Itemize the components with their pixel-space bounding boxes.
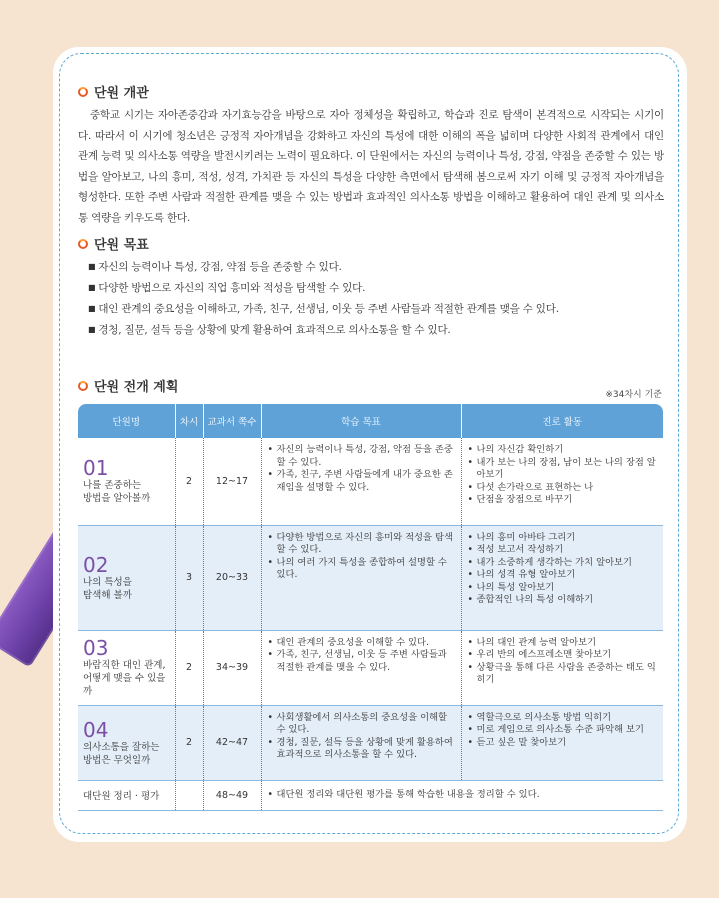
table-row <box>78 438 663 525</box>
goal-item: ■ 대인 관계의 중요성을 이해하고, 가족, 친구, 선생님, 이웃 등 주변 사람들과 적절한 관계를 맺을 수 있다. <box>88 299 559 320</box>
list-item: • 미로 게임으로 의사소통 수준 파악해 보기 <box>467 724 659 737</box>
goals-bullets <box>267 532 456 582</box>
list-item: • 가족, 친구, 선생님, 이웃 등 주변 사람들과 적절한 관계를 맺을 수 있다. <box>267 649 456 674</box>
plan-basis-note: ※34차시 기준 <box>605 390 662 400</box>
unit-cell <box>78 525 175 630</box>
header-goals: 학습 목표 <box>261 404 461 438</box>
unit-number: 04 <box>83 717 109 742</box>
list-item: • 상황극을 통해 다른 사람을 존중하는 태도 익히기 <box>467 662 659 687</box>
hours-cell: 2 <box>175 705 203 780</box>
pages-cell: 20~33 <box>203 525 261 630</box>
goal-item: ■ 자신의 능력이나 특성, 강점, 약점 등을 존중할 수 있다. <box>88 257 559 278</box>
list-item: • 나의 대인 관계 능력 알아보기 <box>467 637 659 650</box>
list-item: • 나의 여러 가지 특성을 종합하여 설명할 수 있다. <box>267 557 456 582</box>
unit-name: 나의 특성을 탐색해 볼까 <box>83 576 132 601</box>
table-row <box>78 705 663 780</box>
activities-cell <box>461 525 663 630</box>
list-item: • 가족, 친구, 주변 사람들에게 내가 중요한 존재임을 설명할 수 있다. <box>267 469 456 494</box>
hours-cell: 2 <box>175 630 203 705</box>
activities-bullets <box>467 712 659 750</box>
pages-cell: 12~17 <box>203 438 261 525</box>
unit-name: 나를 존중하는 방법을 알아볼까 <box>83 480 151 505</box>
header-hours: 차시 <box>175 404 203 438</box>
list-item: • 다양한 방법으로 자신의 흥미와 적성을 탐색할 수 있다. <box>267 532 456 557</box>
list-item: • 단점을 장점으로 바꾸기 <box>467 494 659 507</box>
table-row <box>78 630 663 705</box>
list-item: • 경청, 질문, 설득 등을 상황에 맞게 활용하여 효과적으로 의사소통을 할 수 있다. <box>267 737 456 762</box>
list-item: • 나의 흥미 아바타 그리기 <box>467 532 659 545</box>
circle-bullet-icon <box>78 381 88 391</box>
list-item: • 듣고 싶은 말 찾아보기 <box>467 737 659 750</box>
pages-cell: 34~39 <box>203 630 261 705</box>
goal-item: ■ 경청, 질문, 설득 등을 상황에 맞게 활용하여 효과적으로 의사소통을 할 수 있다. <box>88 320 559 341</box>
goals-bullets <box>267 637 456 675</box>
summary-pages: 48~49 <box>203 780 261 810</box>
summary-goal <box>261 780 663 810</box>
unit-name: 바람직한 대인 관계, 어떻게 맺을 수 있을까 <box>83 660 166 697</box>
list-item: • 내가 보는 나의 장점, 남이 보는 나의 장점 알아보기 <box>467 457 659 482</box>
unit-cell <box>78 705 175 780</box>
list-item: • 나의 자신감 확인하기 <box>467 444 659 457</box>
activities-cell <box>461 630 663 705</box>
header-activities: 진로 활동 <box>461 404 663 438</box>
activities-bullets <box>467 532 659 607</box>
list-item: • 적성 보고서 작성하기 <box>467 544 659 557</box>
table-row <box>78 525 663 630</box>
circle-bullet-icon <box>78 87 88 97</box>
activities-bullets <box>467 444 659 507</box>
list-item: • 우리 반의 에스프레소맨 찾아보기 <box>467 649 659 662</box>
table-header-row <box>78 404 663 438</box>
hours-cell: 2 <box>175 438 203 525</box>
unit-name: 의사소통을 잘하는 방법은 무엇일까 <box>83 741 160 766</box>
summary-name: 대단원 정리 · 평가 <box>78 780 175 810</box>
unit-number: 01 <box>83 456 109 481</box>
header-unit: 단원명 <box>78 404 175 438</box>
list-item: • 나의 성격 유형 알아보기 <box>467 569 659 582</box>
overview-text: 중학교 시기는 자아존중감과 자기효능감을 바탕으로 자아 정체성을 확립하고, 학습과 진로 탐색이 본격적으로 시작되는 시기이다. 따라서 이 시기에 청소년은 긍정적 자아개념을 강화하고 자신의 특성에 대한 이해의 폭을 넓히며 다양한 사회적 관계에서 대인 관계 능력 및 의사소통 역량을 발전시키려는 노력이 필요하다. 이 단원에서는 자신의 능력이나 특성, 강점, 약점을 존중할 수 있는 방법을 알아보고, 나의 흥미, 적성, 성격, 가치관 등 자신의 특성을 다양한 측면에서 탐색해 봄으로써 자기 이해 및 긍정적 자아개념을 형성한다. 또한 주변 사람과 적절한 관계를 맺을 수 있는 방법과 효과적인 의사소통 방법을 이해하고 활용하여 대인 관계 및 의사소통 역량을 키우도록 한다. <box>78 109 664 224</box>
unit-cell <box>78 630 175 705</box>
list-item: • 나의 특성 알아보기 <box>467 582 659 595</box>
header-pages: 교과서 쪽수 <box>203 404 261 438</box>
summary-bullets <box>267 789 659 802</box>
goals-bullets <box>267 444 456 494</box>
unit-number: 03 <box>83 636 109 660</box>
hours-cell: 3 <box>175 525 203 630</box>
goals-cell <box>261 630 461 705</box>
goals-list <box>88 257 559 341</box>
list-item: • 내가 소중하게 생각하는 가치 알아보기 <box>467 557 659 570</box>
goals-bullets <box>267 712 456 762</box>
summary-row <box>78 780 663 810</box>
activities-cell <box>461 438 663 525</box>
pages-cell: 42~47 <box>203 705 261 780</box>
list-item: • 대단원 정리와 대단원 평가를 통해 학습한 내용을 정리할 수 있다. <box>267 789 659 802</box>
goal-item: ■ 다양한 방법으로 자신의 직업 흥미와 적성을 탐색할 수 있다. <box>88 278 559 299</box>
goals-cell <box>261 438 461 525</box>
unit-number: 02 <box>83 552 109 577</box>
list-item: • 대인 관계의 중요성을 이해할 수 있다. <box>267 637 456 650</box>
overview-heading: 단원 개관 <box>78 82 149 101</box>
activities-bullets <box>467 637 659 687</box>
goals-cell <box>261 705 461 780</box>
summary-hours <box>175 780 203 810</box>
goals-cell <box>261 525 461 630</box>
list-item: • 종합적인 나의 특성 이해하기 <box>467 594 659 607</box>
plan-heading: 단원 전개 계획 <box>78 376 178 395</box>
list-item: • 사회생활에서 의사소통의 중요성을 이해할 수 있다. <box>267 712 456 737</box>
list-item: • 자신의 능력이나 특성, 강점, 약점 등을 존중할 수 있다. <box>267 444 456 469</box>
activities-cell <box>461 705 663 780</box>
goals-heading: 단원 목표 <box>78 234 149 253</box>
list-item: • 역할극으로 의사소통 방법 익히기 <box>467 712 659 725</box>
circle-bullet-icon <box>78 239 88 249</box>
plan-table <box>78 404 663 811</box>
unit-cell <box>78 438 175 525</box>
list-item: • 다섯 손가락으로 표현하는 나 <box>467 482 659 495</box>
